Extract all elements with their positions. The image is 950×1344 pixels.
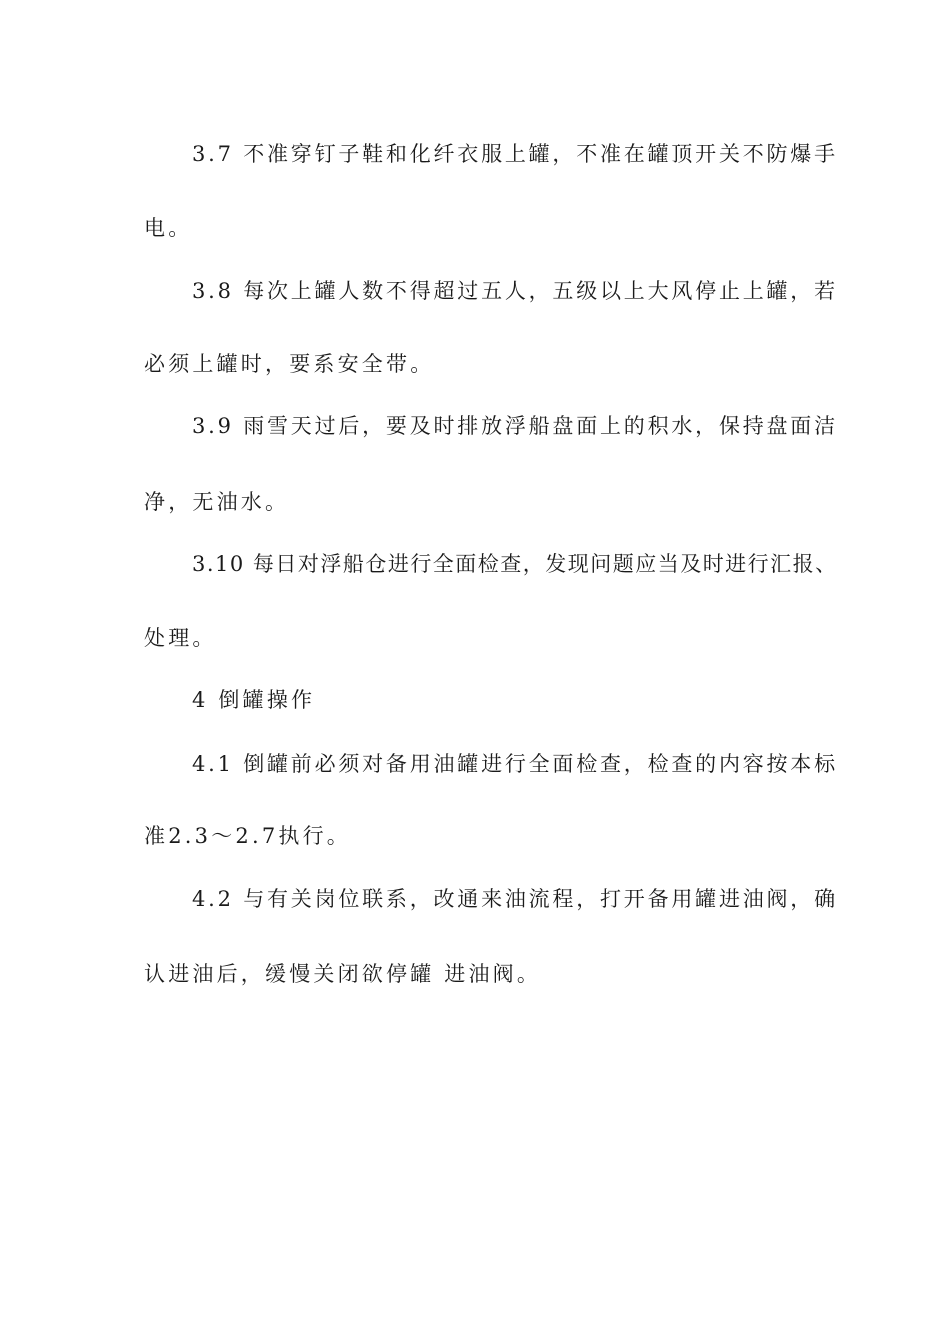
paragraph-4-2-line-1: 4.2 与有关岗位联系，改通来油流程，打开备用罐进油阀，确 — [192, 887, 838, 911]
paragraph-3-7-line-2: 电。 — [144, 216, 193, 240]
paragraph-4-1-line-2: 准2.3～2.7执行。 — [144, 824, 351, 848]
paragraph-4-2-line-2: 认进油后，缓慢关闭欲停罐 进油阀。 — [144, 962, 542, 986]
section-heading-4: 4 倒罐操作 — [192, 688, 316, 712]
paragraph-3-9-line-1: 3.9 雨雪天过后，要及时排放浮船盘面上的积水，保持盘面洁 — [192, 414, 838, 438]
paragraph-3-10-line-2: 处理。 — [144, 626, 217, 650]
paragraph-3-9-line-2: 净，无油水。 — [144, 490, 290, 514]
paragraph-3-8-line-2: 必须上罐时，要系安全带。 — [144, 352, 435, 376]
paragraph-3-7-line-1: 3.7 不准穿钉子鞋和化纤衣服上罐，不准在罐顶开关不防爆手 — [192, 142, 838, 166]
paragraph-3-8-line-1: 3.8 每次上罐人数不得超过五人，五级以上大风停止上罐，若 — [192, 279, 838, 303]
paragraph-4-1-line-1: 4.1 倒罐前必须对备用油罐进行全面检查，检查的内容按本标 — [192, 752, 838, 776]
paragraph-3-10-line-1: 3.10 每日对浮船仓进行全面检查，发现问题应当及时进行汇报、 — [192, 552, 838, 576]
